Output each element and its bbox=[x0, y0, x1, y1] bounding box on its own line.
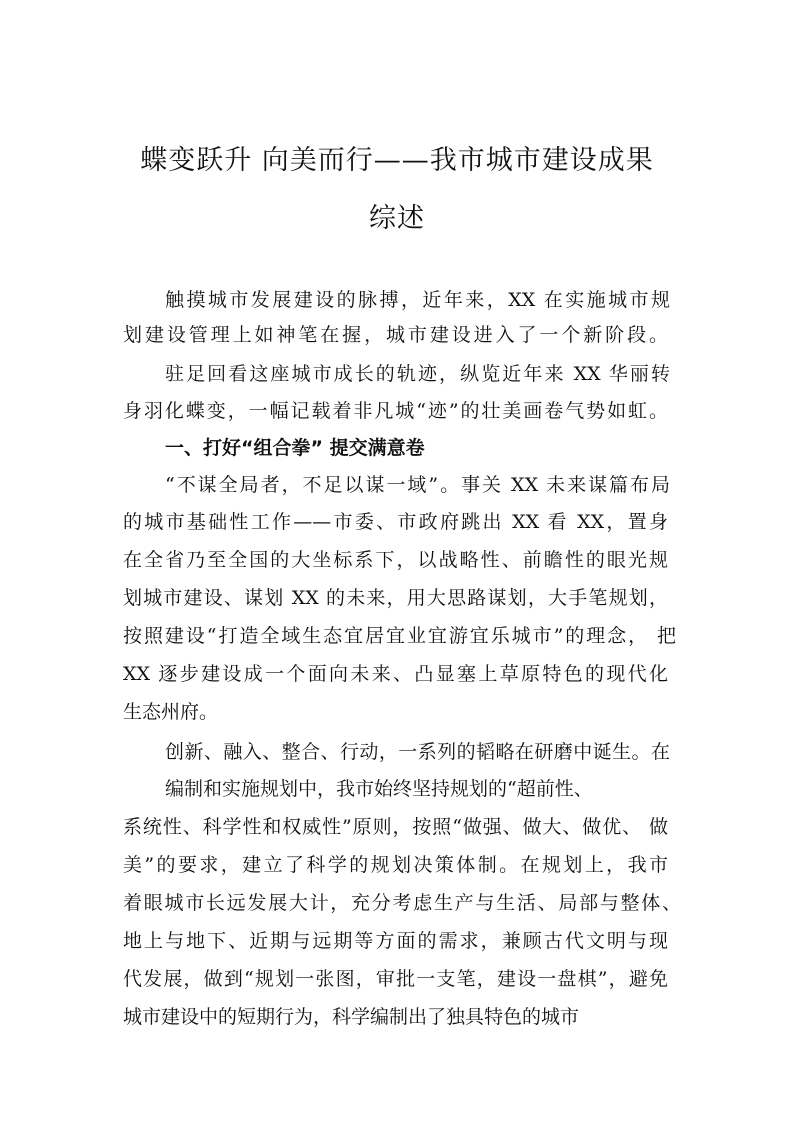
paragraph-line: 生态州府。 bbox=[123, 701, 219, 723]
paragraph-line: 划城市建设、谋划 XX 的未来，用大思路谋划，大手笔规划， bbox=[123, 587, 668, 609]
paragraph-line: 系统性、科学性和权威性”原则，按照“做强、做大、做优、 做 bbox=[123, 816, 668, 838]
paragraph-line: 美”的要求，建立了科学的规划决策体制。在规划上，我市 bbox=[123, 854, 668, 876]
paragraph-line: 地上与地下、近期与远期等方面的需求，兼顾古代文明与现 bbox=[123, 930, 668, 952]
document-title-line-2: 综述 bbox=[369, 203, 425, 234]
paragraph-line: 驻足回看这座城市成长的轨迹，纵览近年来 XX 华丽转 bbox=[165, 363, 670, 385]
paragraph-line: 划建设管理上如神笔在握，城市建设进入了一个新阶段。 bbox=[123, 324, 668, 346]
paragraph-line: XX 逐步建设成一个面向未来、凸显塞上草原特色的现代化 bbox=[123, 663, 668, 685]
paragraph-line: “不谋全局者，不足以谋一域”。事关 XX 未来谋篇布局 bbox=[165, 474, 670, 496]
paragraph-line: 的城市基础性工作——市委、市政府跳出 XX 看 XX，置身 bbox=[123, 511, 668, 533]
paragraph-line: 创新、融入、整合、行动，一系列的韬略在研磨中诞生。在 bbox=[165, 741, 670, 763]
paragraph-line: 编制和实施规划中，我市始终坚持规划的“超前性、 bbox=[165, 778, 593, 800]
paragraph-line: 在全省乃至全国的大坐标系下，以战略性、前瞻性的眼光规 bbox=[123, 549, 668, 571]
paragraph-line: 身羽化蝶变，一幅记载着非凡城“迹”的壮美画卷气势如虹。 bbox=[123, 400, 668, 422]
paragraph-line: 触摸城市发展建设的脉搏，近年来，XX 在实施城市规 bbox=[165, 289, 670, 311]
document-title-line-1: 蝶变跃升 向美而行——我市城市建设成果 bbox=[140, 145, 654, 176]
paragraph-line: 按照建设“打造全域生态宜居宜业宜游宜乐城市”的理念， 把 bbox=[123, 625, 676, 647]
paragraph-line: 城市建设中的短期行为，科学编制出了独具特色的城市 bbox=[123, 1006, 580, 1028]
paragraph-line: 代发展，做到“规划一张图，审批一支笔，建设一盘棋”，避免 bbox=[123, 968, 668, 990]
section-heading: 一、打好“组合拳” 提交满意卷 bbox=[165, 437, 425, 459]
paragraph-line: 着眼城市长远发展大计，充分考虑生产与生活、局部与整体、 bbox=[123, 892, 681, 914]
